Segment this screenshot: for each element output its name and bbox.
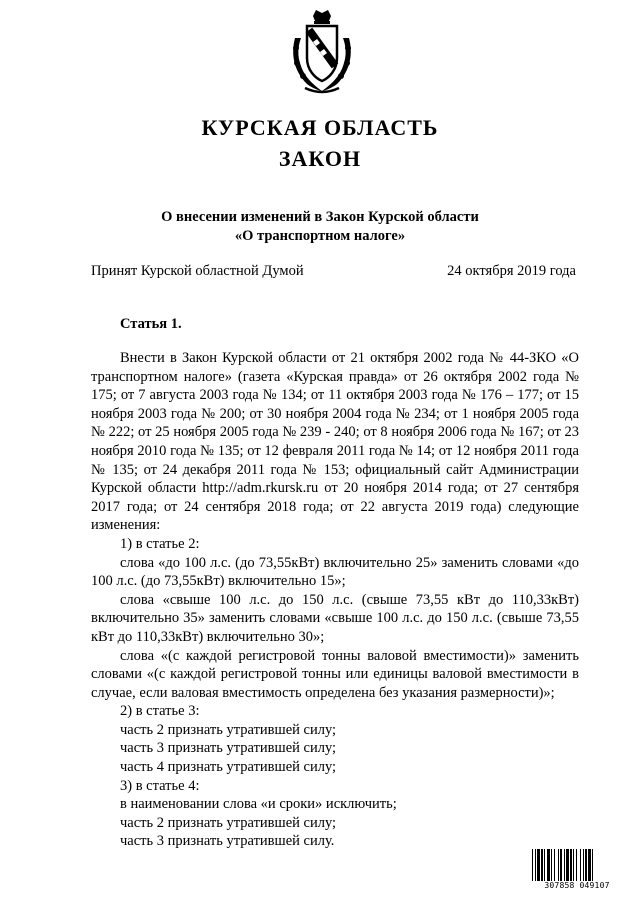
- article-intro: Внести в Закон Курской области от 21 октября 2002 года № 44-ЗКО «О транспортном налоге» (газета «Курская правда» от 26 октября 2002 года № 175; от 7 августа 2003 года № 134; от 11 октября 2003 года № 176 – 177; от 15 ноября 2003 года № 200; от 30 ноября 2004 года № 234; от 1 ноября 2005 года № 222; от 25 ноября 2005 года № 239 - 240; от 8 ноября 2006 года № 167; от 23 ноября 2010 года № 135; от 12 февраля 2011 года № 14; от 12 ноября 2011 года № 135; от 24 декабря 2011 года № 153; официальный сайт Администрации Курской области http://adm.rkursk.ru от 20 ноября 2014 года; от 27 сентября 2017 года; от 24 сентября 2018 года; от 22 августа 2019 года) следующие изменения:: [91, 350, 579, 534]
- adoption-row: [91, 263, 576, 280]
- list-item: слова «свыше 100 л.с. до 150 л.с. (свыше 73,55 кВт до 110,33кВт) включительно 35» заменить словами «свыше 100 л.с. до 150 л.с. (свыше 73,55 кВт до 110,33кВт) включительно 30»;: [91, 591, 579, 645]
- list-item: 3) в статье 4:: [120, 777, 200, 794]
- list-item: часть 2 признать утратившей силу;: [120, 814, 337, 831]
- list-item: слова «до 100 л.с. (до 73,55кВт) включительно 25» заменить словами «до 100 л.с. (до 73,55кВт) включительно 15»;: [91, 554, 579, 590]
- list-item: 2) в статье 3:: [120, 703, 200, 720]
- list-item: часть 4 признать утратившей силу;: [120, 759, 337, 776]
- article-heading: Статья 1.: [120, 316, 182, 332]
- document-type-heading: ЗАКОН: [278, 146, 362, 171]
- barcode-number: 307858 049107: [531, 881, 623, 890]
- list-item: часть 2 признать утратившей силу;: [120, 721, 337, 738]
- list-item: часть 3 признать утратившей силу;: [120, 740, 337, 757]
- adopted-by-text: Принят Курской областной Думой: [91, 263, 304, 279]
- list-item: часть 3 признать утратившей силу.: [120, 833, 335, 850]
- law-title-line-1: О внесении изменений в Закон Курской области: [161, 209, 479, 225]
- list-item: слова «(с каждой регистровой тонны валовой вместимости)» заменить словами «(с каждой регистровой тонны или единицы валовой вместимости в случае, если валовая вместимость определена без указания размерности)»;: [91, 647, 579, 701]
- region-heading: КУРСКАЯ ОБЛАСТЬ: [201, 115, 439, 140]
- adoption-date: 24 октября 2019 года: [447, 263, 576, 279]
- list-item: 1) в статье 2:: [120, 535, 200, 552]
- list-item: в наименовании слова «и сроки» исключить;: [120, 796, 397, 813]
- article-body: [91, 349, 579, 851]
- law-title-line-2: «О транспортном налоге»: [234, 228, 406, 244]
- coat-of-arms-icon: [287, 8, 357, 94]
